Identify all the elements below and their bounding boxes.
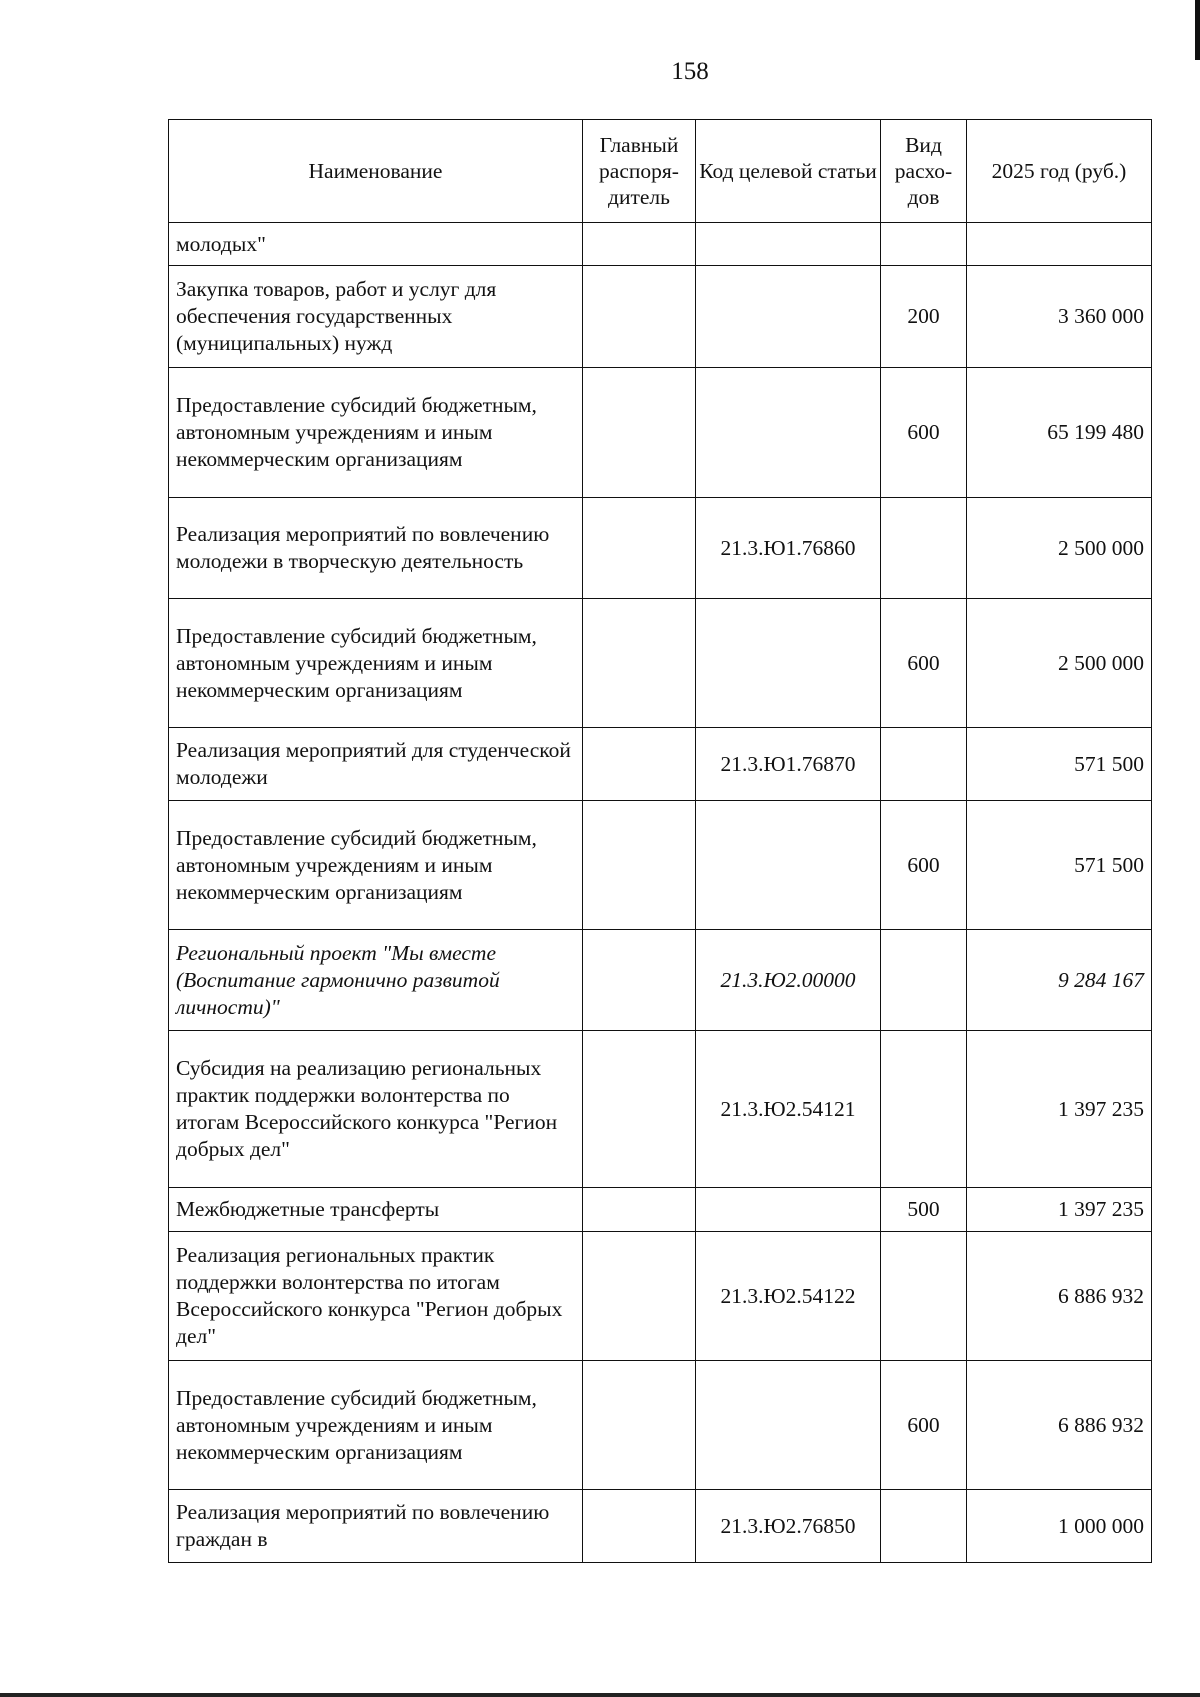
row-name: молодых" [169, 223, 583, 266]
row-manager [583, 498, 696, 599]
row-kind: 200 [881, 266, 967, 368]
row-manager [583, 223, 696, 266]
row-amount: 1 000 000 [967, 1490, 1152, 1563]
row-code: 21.3.Ю1.76870 [696, 728, 881, 801]
table-row [169, 1031, 1152, 1188]
row-amount: 1 397 235 [967, 1188, 1152, 1232]
page-number: 158 [671, 58, 709, 85]
table-row-project [169, 930, 1152, 1031]
row-code [696, 1361, 881, 1490]
row-amount: 2 500 000 [967, 498, 1152, 599]
row-kind [881, 728, 967, 801]
scan-bottom-edge [0, 1693, 1200, 1697]
row-manager [583, 1232, 696, 1361]
row-code [696, 368, 881, 498]
row-amount [967, 223, 1152, 266]
row-name: Субсидия на реализацию региональных практик поддержки волонтерства по итогам Всероссийского конкурса "Регион добрых дел" [169, 1031, 583, 1188]
row-code [696, 801, 881, 930]
row-amount: 1 397 235 [967, 1031, 1152, 1188]
table-row [169, 498, 1152, 599]
row-manager [583, 930, 696, 1031]
table-row [169, 266, 1152, 368]
scan-edge-mark [1195, 0, 1200, 60]
table-row [169, 1490, 1152, 1563]
row-code [696, 599, 881, 728]
row-kind [881, 930, 967, 1031]
row-amount: 65 199 480 [967, 368, 1152, 498]
row-kind: 600 [881, 1361, 967, 1490]
row-name: Закупка товаров, работ и услуг для обеспечения государственных (муниципальных) нужд [169, 266, 583, 368]
row-name: Предоставление субсидий бюджетным, автономным учреждениям и иным некоммерческим организациям [169, 1361, 583, 1490]
row-kind [881, 498, 967, 599]
header-amount: 2025 год (руб.) [967, 120, 1152, 223]
row-amount: 571 500 [967, 728, 1152, 801]
row-amount: 9 284 167 [967, 930, 1152, 1031]
header-code: Код целевой статьи [696, 120, 881, 223]
row-manager [583, 1361, 696, 1490]
table-row [169, 1232, 1152, 1361]
row-name: Межбюджетные трансферты [169, 1188, 583, 1232]
table-row [169, 368, 1152, 498]
row-amount: 6 886 932 [967, 1232, 1152, 1361]
row-code: 21.3.Ю2.54122 [696, 1232, 881, 1361]
row-manager [583, 1490, 696, 1563]
row-kind: 600 [881, 368, 967, 498]
row-name: Реализация мероприятий по вовлечению граждан в [169, 1490, 583, 1563]
table-row [169, 1361, 1152, 1490]
header-name: Наименование [169, 120, 583, 223]
header-manager: Главный распоря-дитель [583, 120, 696, 223]
row-manager [583, 1031, 696, 1188]
row-name: Реализация региональных практик поддержки волонтерства по итогам Всероссийского конкурса "Регион добрых дел" [169, 1232, 583, 1361]
row-kind [881, 1232, 967, 1361]
row-kind: 500 [881, 1188, 967, 1232]
row-code: 21.3.Ю1.76860 [696, 498, 881, 599]
row-code [696, 223, 881, 266]
row-amount: 6 886 932 [967, 1361, 1152, 1490]
row-kind: 600 [881, 599, 967, 728]
budget-table [168, 119, 1152, 1563]
row-manager [583, 728, 696, 801]
table-row [169, 1188, 1152, 1232]
row-code: 21.3.Ю2.00000 [696, 930, 881, 1031]
row-amount: 571 500 [967, 801, 1152, 930]
row-amount: 3 360 000 [967, 266, 1152, 368]
table-row [169, 728, 1152, 801]
row-manager [583, 801, 696, 930]
row-name: Реализация мероприятий по вовлечению молодежи в творческую деятельность [169, 498, 583, 599]
row-name: Реализация мероприятий для студенческой молодежи [169, 728, 583, 801]
row-manager [583, 1188, 696, 1232]
row-code: 21.3.Ю2.54121 [696, 1031, 881, 1188]
row-name: Предоставление субсидий бюджетным, автономным учреждениям и иным некоммерческим организациям [169, 801, 583, 930]
row-code [696, 1188, 881, 1232]
row-kind [881, 1490, 967, 1563]
row-kind [881, 223, 967, 266]
row-manager [583, 599, 696, 728]
header-kind: Вид расхо-дов [881, 120, 967, 223]
table-header-row [169, 120, 1152, 223]
row-kind: 600 [881, 801, 967, 930]
row-manager [583, 266, 696, 368]
row-code [696, 266, 881, 368]
row-name: Региональный проект "Мы вместе (Воспитание гармонично развитой личности)" [169, 930, 583, 1031]
row-name: Предоставление субсидий бюджетным, автономным учреждениям и иным некоммерческим организациям [169, 599, 583, 728]
table-row [169, 801, 1152, 930]
row-code: 21.3.Ю2.76850 [696, 1490, 881, 1563]
table-row [169, 223, 1152, 266]
row-amount: 2 500 000 [967, 599, 1152, 728]
row-kind [881, 1031, 967, 1188]
row-manager [583, 368, 696, 498]
row-name: Предоставление субсидий бюджетным, автономным учреждениям и иным некоммерческим организациям [169, 368, 583, 498]
table-row [169, 599, 1152, 728]
